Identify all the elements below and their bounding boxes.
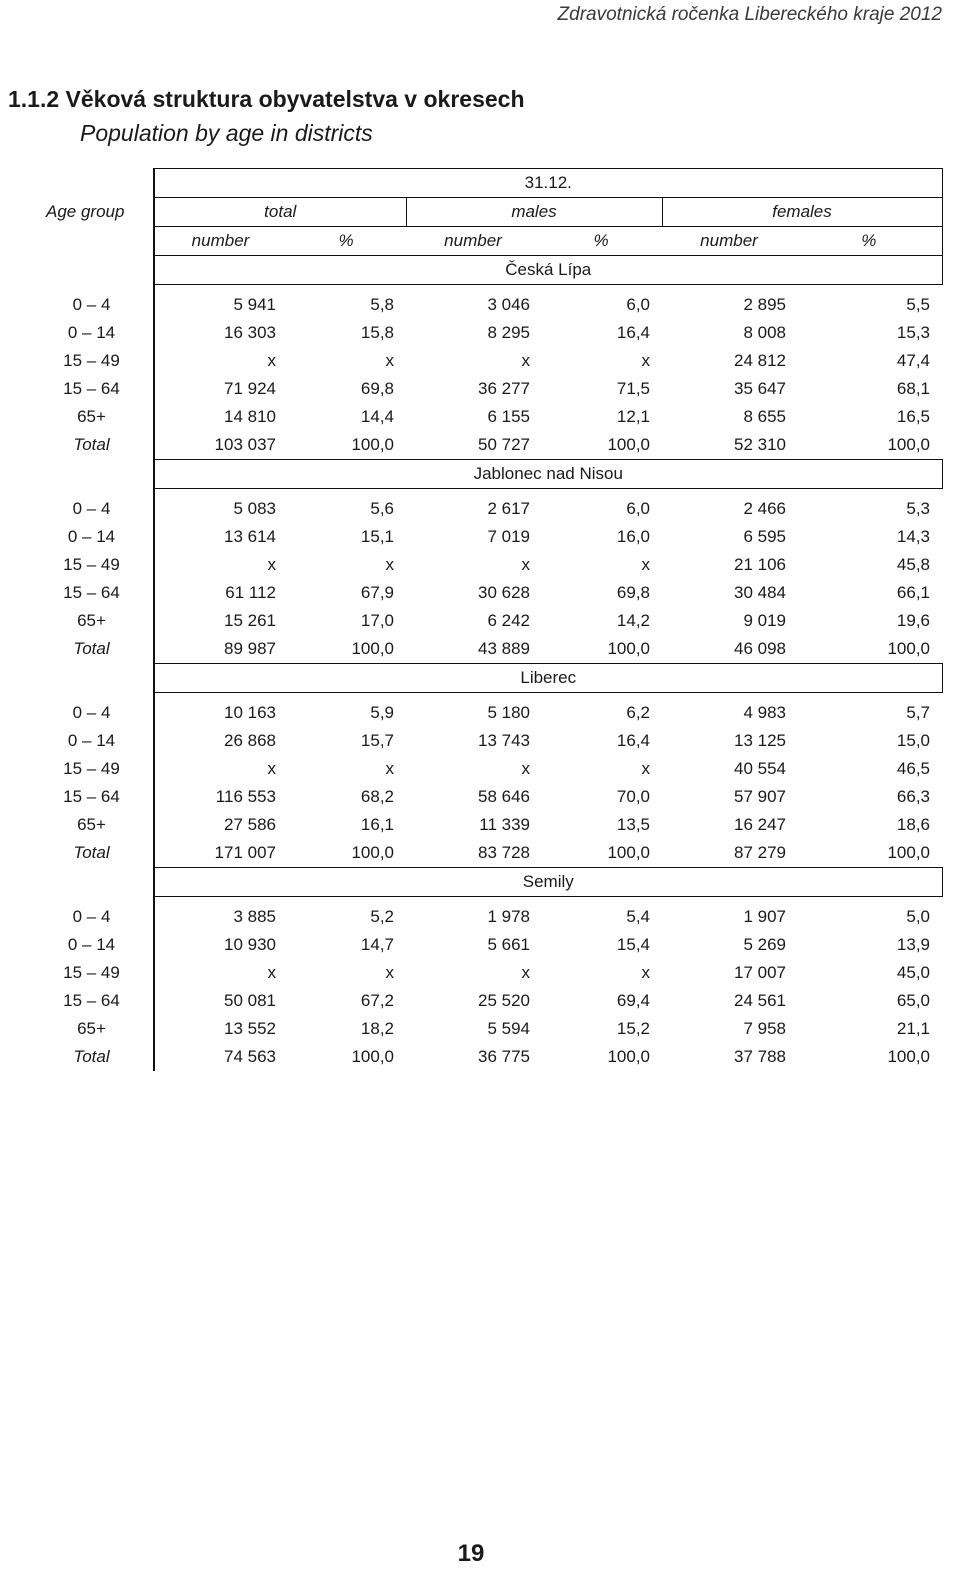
total-pct-cell: 5,9 xyxy=(370,703,394,722)
total-number-cell: 10 930 xyxy=(224,935,276,954)
group-header-females: females xyxy=(662,198,942,227)
age-group-cell: Total xyxy=(30,635,154,664)
males-number-cell: 5 180 xyxy=(487,703,530,722)
males-pct-cell: 6,0 xyxy=(626,295,650,314)
age-group-cell: 0 – 4 xyxy=(30,903,154,931)
table-row xyxy=(30,1043,942,1071)
males-pct-cell: 16,4 xyxy=(616,731,650,750)
table-row xyxy=(30,1015,942,1043)
females-pct-cell: 100,0 xyxy=(887,639,931,658)
age-header-spacer xyxy=(30,169,154,198)
total-number-cell: 26 868 xyxy=(224,731,276,750)
total-pct-cell: 5,2 xyxy=(370,907,394,926)
table-row xyxy=(30,375,942,403)
total-number-cell: 50 081 xyxy=(224,991,276,1010)
males-pct-cell: 69,8 xyxy=(616,583,650,602)
total-pct-cell: 15,8 xyxy=(360,323,394,342)
females-pct-cell: 65,0 xyxy=(896,991,931,1010)
males-pct-cell: 5,4 xyxy=(626,907,650,926)
table-row xyxy=(30,403,942,431)
males-number-cell: 5 661 xyxy=(487,935,530,954)
females-number-cell: 1 907 xyxy=(743,907,786,926)
age-group-cell: 65+ xyxy=(30,811,154,839)
males-pct-cell: 14,2 xyxy=(616,611,650,630)
females-pct-cell: 14,3 xyxy=(896,527,931,546)
total-pct-cell: 100,0 xyxy=(351,1047,394,1066)
subheader-total-pct: % xyxy=(286,227,406,256)
total-number-cell: x xyxy=(267,963,276,982)
age-group-cell: 15 – 49 xyxy=(30,347,154,375)
males-number-cell: x xyxy=(521,555,530,574)
age-group-cell: 15 – 64 xyxy=(30,783,154,811)
females-pct-cell: 13,9 xyxy=(896,935,931,954)
males-pct-cell: 16,4 xyxy=(616,323,650,342)
subheader-males-number: number xyxy=(406,227,540,256)
females-number-cell: 2 466 xyxy=(743,499,786,518)
header-row-subheaders xyxy=(30,227,942,256)
males-pct-cell: 100,0 xyxy=(607,639,650,658)
age-group-label: Age group xyxy=(46,202,125,221)
females-number-cell: 8 655 xyxy=(743,407,786,426)
males-pct-cell: 12,1 xyxy=(616,407,650,426)
table-row xyxy=(30,931,942,959)
district-name: Jablonec nad Nisou xyxy=(154,460,942,489)
table-row xyxy=(30,607,942,635)
table-subtitle: Population by age in districts xyxy=(80,120,373,146)
district-header-row xyxy=(30,256,942,285)
age-group-cell: Total xyxy=(30,431,154,460)
total-number-cell: 116 553 xyxy=(215,787,276,806)
table-row xyxy=(30,635,942,664)
males-pct-cell: 16,0 xyxy=(616,527,650,546)
males-number-cell: 43 889 xyxy=(478,639,530,658)
males-pct-cell: 71,5 xyxy=(616,379,650,398)
males-number-cell: 8 295 xyxy=(487,323,530,342)
females-pct-cell: 19,6 xyxy=(896,611,931,630)
females-pct-cell: 100,0 xyxy=(887,1047,931,1066)
age-group-cell: 0 – 14 xyxy=(30,319,154,347)
females-pct-cell: 18,6 xyxy=(896,815,931,834)
females-number-cell: 13 125 xyxy=(734,731,786,750)
age-group-cell: 65+ xyxy=(30,607,154,635)
total-pct-cell: 15,7 xyxy=(360,731,394,750)
age-group-cell: 65+ xyxy=(30,1015,154,1043)
district-age-spacer xyxy=(30,868,154,897)
males-number-cell: 36 775 xyxy=(478,1047,530,1066)
males-pct-cell: 13,5 xyxy=(616,815,650,834)
females-number-cell: 24 812 xyxy=(734,351,786,370)
females-number-cell: 5 269 xyxy=(743,935,786,954)
females-number-cell: 4 983 xyxy=(743,703,786,722)
total-number-cell: 71 924 xyxy=(224,379,276,398)
table-row xyxy=(30,551,942,579)
district-name: Liberec xyxy=(154,664,942,693)
females-number-cell: 7 958 xyxy=(743,1019,786,1038)
total-number-cell: 61 112 xyxy=(225,583,276,602)
total-pct-cell: 15,1 xyxy=(360,527,394,546)
district-name: Česká Lípa xyxy=(154,256,942,285)
males-number-cell: 7 019 xyxy=(487,527,530,546)
table-row xyxy=(30,755,942,783)
females-number-cell: 52 310 xyxy=(734,435,786,454)
group-header-males: males xyxy=(406,198,662,227)
males-number-cell: x xyxy=(521,759,530,778)
total-number-cell: 103 037 xyxy=(214,435,276,454)
age-group-cell: 0 – 4 xyxy=(30,291,154,319)
total-number-cell: 13 614 xyxy=(224,527,276,546)
subheader-males-pct: % xyxy=(540,227,662,256)
total-pct-cell: 100,0 xyxy=(351,843,394,862)
district-header-row xyxy=(30,664,942,693)
males-pct-cell: 15,4 xyxy=(616,935,650,954)
males-pct-cell: 69,4 xyxy=(616,991,650,1010)
males-number-cell: 1 978 xyxy=(487,907,530,926)
total-number-cell: 89 987 xyxy=(224,639,276,658)
total-pct-cell: 18,2 xyxy=(360,1019,394,1038)
total-pct-cell: x xyxy=(385,963,394,982)
males-pct-cell: 70,0 xyxy=(616,787,650,806)
males-pct-cell: 6,0 xyxy=(626,499,650,518)
total-number-cell: 16 303 xyxy=(224,323,276,342)
table-row xyxy=(30,291,942,319)
males-number-cell: 58 646 xyxy=(478,787,530,806)
females-number-cell: 8 008 xyxy=(743,323,786,342)
females-number-cell: 30 484 xyxy=(734,583,786,602)
age-group-cell: 15 – 64 xyxy=(30,375,154,403)
total-number-cell: 14 810 xyxy=(224,407,276,426)
females-pct-cell: 16,5 xyxy=(896,407,931,426)
males-pct-cell: 15,2 xyxy=(616,1019,650,1038)
group-header-total: total xyxy=(154,198,406,227)
district-name: Semily xyxy=(154,868,942,897)
females-pct-cell: 21,1 xyxy=(896,1019,931,1038)
total-pct-cell: 14,7 xyxy=(360,935,394,954)
total-pct-cell: 69,8 xyxy=(360,379,394,398)
females-number-cell: 46 098 xyxy=(734,639,786,658)
total-number-cell: 74 563 xyxy=(224,1047,276,1066)
table-row xyxy=(30,987,942,1015)
females-pct-cell: 5,3 xyxy=(906,499,931,518)
total-pct-cell: 100,0 xyxy=(351,435,394,454)
age-group-cell: 0 – 4 xyxy=(30,495,154,523)
age-group-cell: 15 – 49 xyxy=(30,959,154,987)
total-pct-cell: 100,0 xyxy=(351,639,394,658)
total-pct-cell: 14,4 xyxy=(360,407,394,426)
females-number-cell: 87 279 xyxy=(734,843,786,862)
males-number-cell: x xyxy=(521,351,530,370)
table-row xyxy=(30,839,942,868)
females-pct-cell: 47,4 xyxy=(896,351,931,370)
males-pct-cell: x xyxy=(641,963,650,982)
total-pct-cell: x xyxy=(385,351,394,370)
age-group-cell: Total xyxy=(30,1043,154,1071)
males-number-cell: 6 155 xyxy=(487,407,530,426)
age-group-cell: 15 – 64 xyxy=(30,579,154,607)
date-header: 31.12. xyxy=(154,169,942,198)
females-pct-cell: 15,0 xyxy=(896,731,931,750)
males-pct-cell: 100,0 xyxy=(607,843,650,862)
males-number-cell: 11 339 xyxy=(479,815,530,834)
females-number-cell: 57 907 xyxy=(734,787,786,806)
total-number-cell: x xyxy=(267,759,276,778)
males-pct-cell: x xyxy=(641,555,650,574)
table-title: 1.1.2 Věková struktura obyvatelstva v okresech xyxy=(8,86,525,112)
females-pct-cell: 68,1 xyxy=(896,379,931,398)
table-row xyxy=(30,347,942,375)
table-row xyxy=(30,579,942,607)
females-number-cell: 9 019 xyxy=(743,611,786,630)
females-pct-cell: 66,1 xyxy=(896,583,931,602)
age-group-cell: 15 – 49 xyxy=(30,755,154,783)
females-pct-cell: 5,5 xyxy=(906,295,931,314)
total-pct-cell: 67,2 xyxy=(360,991,394,1010)
age-group-cell: 65+ xyxy=(30,403,154,431)
females-number-cell: 24 561 xyxy=(734,991,786,1010)
total-number-cell: 171 007 xyxy=(214,843,276,862)
total-pct-cell: 16,1 xyxy=(360,815,394,834)
subheader-total-number: number xyxy=(154,227,286,256)
males-number-cell: 2 617 xyxy=(487,499,530,518)
table-row xyxy=(30,495,942,523)
header-row-groups xyxy=(30,198,942,227)
total-number-cell: 27 586 xyxy=(224,815,276,834)
females-number-cell: 2 895 xyxy=(743,295,786,314)
age-group-header xyxy=(30,198,154,227)
females-pct-cell: 45,8 xyxy=(896,555,931,574)
running-header: Zdravotnická ročenka Libereckého kraje 2012 xyxy=(557,4,942,25)
table-row xyxy=(30,319,942,347)
females-pct-cell: 100,0 xyxy=(887,435,931,454)
age-group-cell: 15 – 64 xyxy=(30,987,154,1015)
age-structure-table xyxy=(30,168,943,1071)
total-pct-cell: 67,9 xyxy=(360,583,394,602)
males-number-cell: 83 728 xyxy=(478,843,530,862)
table-row xyxy=(30,699,942,727)
table-row xyxy=(30,959,942,987)
district-header-row xyxy=(30,868,942,897)
table-row xyxy=(30,903,942,931)
subheader-females-pct: % xyxy=(796,227,942,256)
males-number-cell: 3 046 xyxy=(487,295,530,314)
district-age-spacer xyxy=(30,460,154,489)
age-group-cell: 15 – 49 xyxy=(30,551,154,579)
total-number-cell: 13 552 xyxy=(224,1019,276,1038)
total-number-cell: 5 941 xyxy=(233,295,276,314)
district-age-spacer xyxy=(30,256,154,285)
females-number-cell: 40 554 xyxy=(734,759,786,778)
males-number-cell: 36 277 xyxy=(478,379,530,398)
females-pct-cell: 5,7 xyxy=(906,703,931,722)
females-number-cell: 6 595 xyxy=(743,527,786,546)
district-header-row xyxy=(30,460,942,489)
males-number-cell: x xyxy=(521,963,530,982)
total-pct-cell: 5,6 xyxy=(370,499,394,518)
males-pct-cell: x xyxy=(641,351,650,370)
females-pct-cell: 5,0 xyxy=(906,907,931,926)
age-group-cell: 0 – 4 xyxy=(30,699,154,727)
females-pct-cell: 100,0 xyxy=(887,843,931,862)
males-pct-cell: 6,2 xyxy=(626,703,650,722)
males-number-cell: 13 743 xyxy=(478,731,530,750)
age-subheader-spacer xyxy=(30,227,154,256)
males-number-cell: 6 242 xyxy=(487,611,530,630)
age-group-cell: Total xyxy=(30,839,154,868)
males-number-cell: 5 594 xyxy=(487,1019,530,1038)
males-number-cell: 50 727 xyxy=(478,435,530,454)
females-number-cell: 35 647 xyxy=(734,379,786,398)
age-group-cell: 0 – 14 xyxy=(30,931,154,959)
total-pct-cell: 17,0 xyxy=(360,611,394,630)
total-number-cell: 3 885 xyxy=(233,907,276,926)
total-pct-cell: x xyxy=(385,759,394,778)
age-group-cell: 0 – 14 xyxy=(30,727,154,755)
total-number-cell: 5 083 xyxy=(233,499,276,518)
females-pct-cell: 45,0 xyxy=(896,963,931,982)
males-number-cell: 30 628 xyxy=(478,583,530,602)
age-group-cell: 0 – 14 xyxy=(30,523,154,551)
total-pct-cell: 68,2 xyxy=(360,787,394,806)
total-number-cell: x xyxy=(267,351,276,370)
females-number-cell: 17 007 xyxy=(734,963,786,982)
females-number-cell: 16 247 xyxy=(734,815,786,834)
total-pct-cell: x xyxy=(385,555,394,574)
table-row xyxy=(30,523,942,551)
total-number-cell: 15 261 xyxy=(224,611,276,630)
males-pct-cell: 100,0 xyxy=(607,1047,650,1066)
table-row xyxy=(30,811,942,839)
table-row xyxy=(30,783,942,811)
females-pct-cell: 46,5 xyxy=(896,759,931,778)
females-number-cell: 21 106 xyxy=(734,555,786,574)
females-pct-cell: 66,3 xyxy=(896,787,931,806)
total-number-cell: x xyxy=(267,555,276,574)
total-pct-cell: 5,8 xyxy=(370,295,394,314)
total-number-cell: 10 163 xyxy=(224,703,276,722)
header-row-date xyxy=(30,169,942,198)
page-number: 19 xyxy=(457,1540,485,1567)
subheader-females-number: number xyxy=(662,227,796,256)
district-age-spacer xyxy=(30,664,154,693)
males-number-cell: 25 520 xyxy=(478,991,530,1010)
males-pct-cell: x xyxy=(641,759,650,778)
males-pct-cell: 100,0 xyxy=(607,435,650,454)
females-pct-cell: 15,3 xyxy=(896,323,931,342)
table-row xyxy=(30,727,942,755)
table-row xyxy=(30,431,942,460)
females-number-cell: 37 788 xyxy=(734,1047,786,1066)
